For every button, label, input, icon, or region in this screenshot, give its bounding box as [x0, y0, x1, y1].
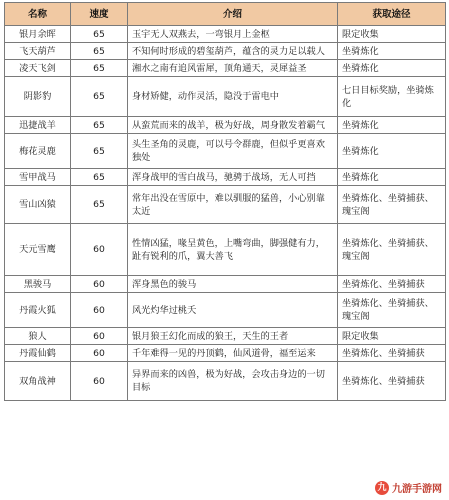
cell-desc: 身材矫健，动作灵活，隐没于雷电中 — [128, 77, 338, 117]
cell-speed: 60 — [71, 362, 128, 401]
cell-speed: 60 — [71, 328, 128, 345]
header-name: 名称 — [5, 3, 71, 26]
cell-speed: 65 — [71, 60, 128, 77]
cell-name: 梅花灵鹿 — [5, 134, 71, 169]
table-row — [5, 362, 446, 401]
cell-get: 坐骑炼化、坐骑捕获 — [338, 362, 446, 401]
cell-get: 坐骑炼化 — [338, 117, 446, 134]
cell-desc: 玉宇无人双燕去，一弯银月上金枢 — [128, 26, 338, 43]
table-row — [5, 43, 446, 60]
cell-get: 坐骑炼化 — [338, 134, 446, 169]
cell-get: 坐骑炼化、坐骑捕获、瑰宝阁 — [338, 186, 446, 224]
watermark-text: 九游手游网 — [392, 484, 442, 495]
header-intro: 介绍 — [128, 3, 338, 26]
cell-name: 飞天葫芦 — [5, 43, 71, 60]
cell-desc: 风光灼华过桃夭 — [128, 293, 338, 328]
cell-desc: 常年出没在雪原中，难以驯服的猛兽，小心别靠太近 — [128, 186, 338, 224]
mount-table — [4, 2, 446, 401]
table-row — [5, 60, 446, 77]
cell-name: 狼人 — [5, 328, 71, 345]
cell-name: 迅捷战羊 — [5, 117, 71, 134]
cell-speed: 65 — [71, 26, 128, 43]
header-speed: 速度 — [71, 3, 128, 26]
cell-get: 坐骑炼化、坐骑捕获、瑰宝阁 — [338, 224, 446, 276]
cell-speed: 65 — [71, 186, 128, 224]
cell-name: 凌天飞剑 — [5, 60, 71, 77]
cell-desc: 异界而来的凶兽，极为好战，会攻击身边的一切目标 — [128, 362, 338, 401]
table-header-row — [5, 3, 446, 26]
table-row — [5, 117, 446, 134]
cell-name: 雪甲战马 — [5, 169, 71, 186]
watermark — [372, 479, 445, 496]
cell-desc: 千年难得一见的丹顶鹤，仙风道骨，福至运来 — [128, 345, 338, 362]
cell-desc: 浑身战甲的雪白战马，驰骋于战场，无人可挡 — [128, 169, 338, 186]
table-row — [5, 293, 446, 328]
cell-name: 黑骏马 — [5, 276, 71, 293]
cell-speed: 60 — [71, 224, 128, 276]
watermark-logo-icon: 九 — [375, 481, 389, 495]
cell-get: 坐骑炼化 — [338, 60, 446, 77]
mount-table-container — [4, 2, 445, 401]
cell-desc: 头生圣角的灵鹿，可以号令群鹿，但似乎更喜欢独处 — [128, 134, 338, 169]
cell-get: 坐骑炼化 — [338, 169, 446, 186]
cell-get: 限定收集 — [338, 26, 446, 43]
cell-name: 双角战神 — [5, 362, 71, 401]
cell-get: 坐骑炼化 — [338, 43, 446, 60]
table-row — [5, 345, 446, 362]
cell-speed: 65 — [71, 169, 128, 186]
cell-desc: 银月狼王幻化而成的狼王，天生的王者 — [128, 328, 338, 345]
table-row — [5, 26, 446, 43]
table-row — [5, 224, 446, 276]
table-row — [5, 169, 446, 186]
cell-speed: 60 — [71, 276, 128, 293]
cell-get: 坐骑炼化、坐骑捕获 — [338, 276, 446, 293]
header-acquire: 获取途径 — [338, 3, 446, 26]
cell-name: 天元雪鹰 — [5, 224, 71, 276]
cell-get: 坐骑炼化、坐骑捕获、瑰宝阁 — [338, 293, 446, 328]
cell-speed: 65 — [71, 77, 128, 117]
table-body — [5, 26, 446, 401]
cell-name: 丹霞火狐 — [5, 293, 71, 328]
cell-speed: 65 — [71, 134, 128, 169]
cell-speed: 65 — [71, 43, 128, 60]
cell-desc: 性情凶猛，喙呈黄色，上嘴弯曲，脚强健有力，趾有锐利的爪，翼大善飞 — [128, 224, 338, 276]
table-row — [5, 77, 446, 117]
cell-speed: 60 — [71, 345, 128, 362]
cell-get: 七日目标奖励，坐骑炼化 — [338, 77, 446, 117]
cell-name: 阴影豹 — [5, 77, 71, 117]
cell-speed: 65 — [71, 117, 128, 134]
cell-speed: 60 — [71, 293, 128, 328]
cell-get: 限定收集 — [338, 328, 446, 345]
cell-desc: 从蛮荒而来的战羊，极为好战，周身散发着霸气 — [128, 117, 338, 134]
cell-name: 丹霞仙鹤 — [5, 345, 71, 362]
table-row — [5, 186, 446, 224]
cell-desc: 不知何时形成的碧玺葫芦，蕴含的灵力足以载人 — [128, 43, 338, 60]
cell-get: 坐骑炼化、坐骑捕获 — [338, 345, 446, 362]
cell-desc: 浑身黑色的骏马 — [128, 276, 338, 293]
cell-desc: 湘水之南有追风雷犀，顶角通天，灵犀益圣 — [128, 60, 338, 77]
cell-name: 雪山凶猿 — [5, 186, 71, 224]
table-row — [5, 328, 446, 345]
table-row — [5, 276, 446, 293]
table-row — [5, 134, 446, 169]
cell-name: 银月余晖 — [5, 26, 71, 43]
